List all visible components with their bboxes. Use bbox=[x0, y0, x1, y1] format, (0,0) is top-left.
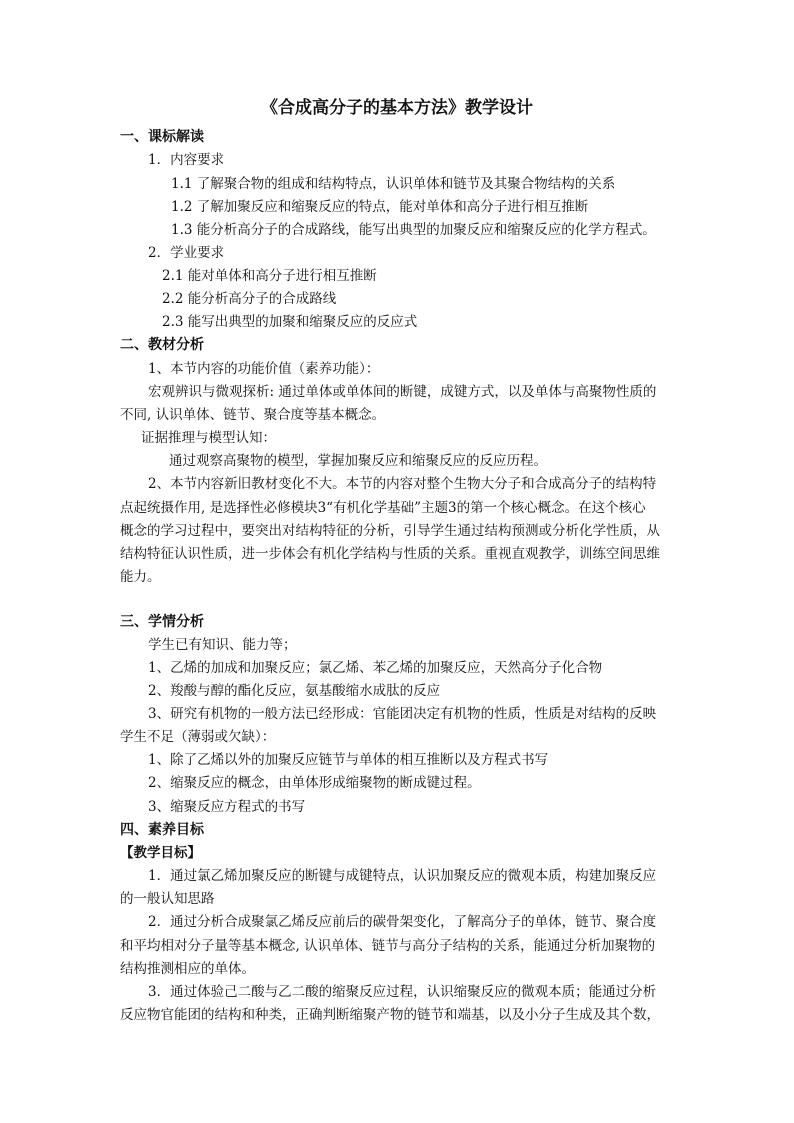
section-1-heading: 一、课标解读 bbox=[120, 129, 204, 145]
s2-paragraph: 能力。 bbox=[120, 569, 161, 585]
section-3-heading: 三、学情分析 bbox=[120, 614, 204, 630]
s4-paragraph: 反应物官能团的结构和种类，正确判断缩聚产物的链节和端基，以及小分子生成及其个数， bbox=[120, 1007, 660, 1023]
s2-paragraph: 证据推理与模型认知： bbox=[141, 430, 276, 446]
s1-sub-academic-requirements: 2．学业要求 bbox=[148, 245, 225, 261]
s2-paragraph: 概念的学习过程中，要突出对结构特征的分析，引导学生通过结构预测或分析化学性质，从 bbox=[120, 523, 660, 539]
s2-paragraph: 2、本节内容新旧教材变化不大。本节的内容对整个生物大分子和合成高分子的结构特 bbox=[148, 476, 657, 492]
s3-paragraph: 2、羧酸与醇的酯化反应，氨基酸缩水成肽的反应 bbox=[148, 683, 441, 699]
s3-paragraph: 2、缩聚反应的概念，由单体形成缩聚物的断成键过程。 bbox=[148, 775, 481, 791]
s3-paragraph: 1、除了乙烯以外的加聚反应链节与单体的相互推断以及方程式书写 bbox=[148, 752, 549, 768]
s3-paragraph: 1、乙烯的加成和加聚反应；氯乙烯、苯乙烯的加聚反应，天然高分子化合物 bbox=[148, 660, 603, 676]
s2-paragraph: 宏观辨识与微观探析: 通过单体或单体间的断键，成键方式，以及单体与高聚物性质的 bbox=[148, 384, 657, 400]
s2-paragraph: 通过观察高聚物的模型，掌握加聚反应和缩聚反应的反应历程。 bbox=[169, 453, 547, 469]
section-4-heading: 四、素养目标 bbox=[120, 822, 204, 838]
s3-paragraph: 学生不足（薄弱或欠缺）： bbox=[120, 729, 276, 745]
s1-item-1-3: 1.3 能分析高分子的合成路线，能写出典型的加聚反应和缩聚反应的化学方程式。 bbox=[171, 222, 656, 238]
s1-item-2-1: 2.1 能对单体和高分子进行相互推断 bbox=[162, 268, 377, 284]
s2-paragraph: 点起统摄作用, 是选择性必修模块3“有机化学基础”主题3的第一个核心概念。在这个核心 bbox=[120, 500, 646, 516]
s3-paragraph: 3、研究有机物的一般方法已经形成：官能团决定有机物的性质，性质是对结构的反映 bbox=[148, 706, 657, 722]
s1-sub-content-requirements: 1．内容要求 bbox=[148, 152, 225, 168]
s4-paragraph: 结构推测相应的单体。 bbox=[120, 961, 255, 977]
s4-paragraph: 3．通过体验己二酸与乙二酸的缩聚反应过程，认识缩聚反应的微观本质；能通过分析 bbox=[148, 984, 657, 1000]
s3-paragraph: 学生已有知识、能力等； bbox=[148, 637, 297, 653]
s1-item-1-2: 1.2 了解加聚反应和缩聚反应的特点，能对单体和高分子进行相互推断 bbox=[171, 199, 589, 215]
s4-paragraph: 和平均相对分子量等基本概念, 认识单体、链节与高分子结构的关系，能通过分析加聚物的 bbox=[120, 938, 656, 954]
s3-paragraph: 3、缩聚反应方程式的书写 bbox=[148, 799, 306, 815]
s2-paragraph: 不同, 认识单体、链节、聚合度等基本概念。 bbox=[120, 407, 386, 423]
s1-item-2-2: 2.2 能分析高分子的合成路线 bbox=[162, 291, 337, 307]
s2-paragraph: 1、本节内容的功能价值（素养功能）： bbox=[148, 361, 380, 377]
s2-paragraph: 结构特征认识性质，进一步体会有机化学结构与性质的关系。重视直观教学，训练空间思维 bbox=[120, 546, 660, 562]
s1-item-2-3: 2.3 能写出典型的加聚和缩聚反应的反应式 bbox=[162, 314, 418, 330]
teaching-goals-tag: 【教学目标】 bbox=[120, 845, 201, 861]
document-title: 《合成高分子的基本方法》教学设计 bbox=[261, 98, 533, 118]
s4-paragraph: 2．通过分析合成聚氯乙烯反应前后的碳骨架变化，了解高分子的单体，链节、聚合度 bbox=[148, 914, 657, 930]
s1-item-1-1: 1.1 了解聚合物的组成和结构特点，认识单体和链节及其聚合物结构的关系 bbox=[171, 176, 616, 192]
s4-paragraph: 1．通过氯乙烯加聚反应的断键与成键特点，认识加聚反应的微观本质，构建加聚反应 bbox=[148, 868, 657, 884]
section-2-heading: 二、教材分析 bbox=[120, 337, 204, 353]
s4-paragraph: 的一般认知思路 bbox=[120, 891, 215, 907]
